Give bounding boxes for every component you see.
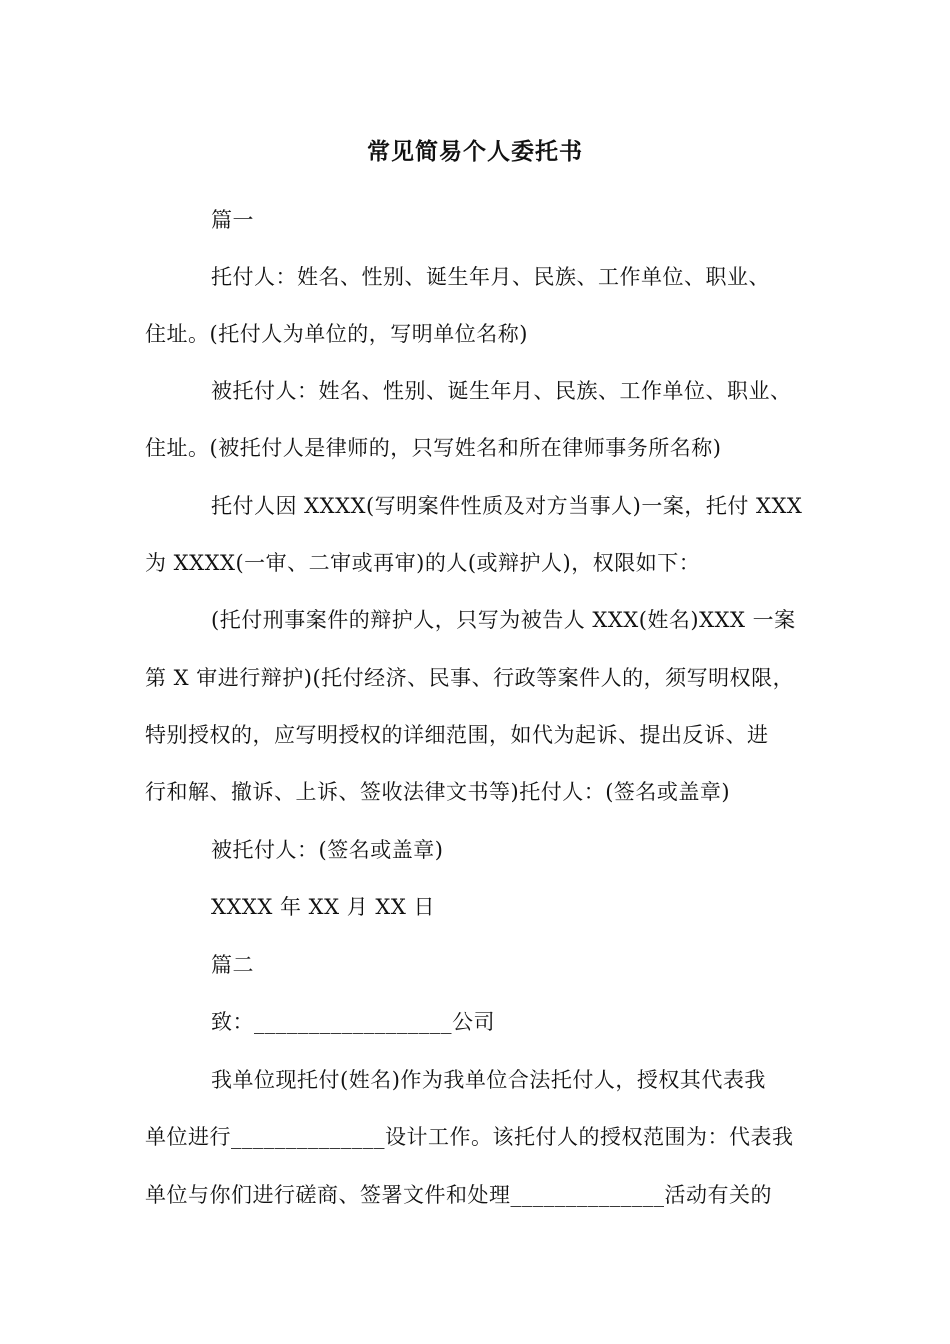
document-title: 常见简易个人委托书 <box>367 138 583 165</box>
paragraph-line: 第 X 审进行辩护)(托付经济、民事、行政等案件人的，须写明权限， <box>145 666 795 690</box>
paragraph-line: (托付刑事案件的辩护人，只写为被告人 XXX(姓名)XXX 一案 <box>211 608 796 632</box>
paragraph-line: 住址。(托付人为单位的，写明单位名称) <box>145 322 528 346</box>
date-line: XXXX 年 XX 月 XX 日 <box>211 895 435 919</box>
paragraph-line: 托付人：姓名、性别、诞生年月、民族、工作单位、职业、 <box>211 265 770 289</box>
paragraph-line: 行和解、撤诉、上诉、签收法律文书等)托付人：(签名或盖章) <box>145 780 731 804</box>
paragraph-line: 托付人因 XXXX(写明案件性质及对方当事人)一案，托付 XXX <box>211 494 803 518</box>
section-heading-2: 篇二 <box>211 953 254 977</box>
paragraph-line: 单位与你们进行磋商、签署文件和处理______________活动有关的 <box>145 1183 772 1207</box>
paragraph-line: 被托付人：姓名、性别、诞生年月、民族、工作单位、职业、 <box>211 379 792 403</box>
paragraph-line: 住址。(被托付人是律师的，只写姓名和所在律师事务所名称) <box>145 436 722 460</box>
paragraph-line: 为 XXXX(一审、二审或再审)的人(或辩护人)，权限如下： <box>145 551 701 575</box>
paragraph-line: 我单位现托付(姓名)作为我单位合法托付人，授权其代表我 <box>211 1068 766 1092</box>
paragraph-line: 特别授权的，应写明授权的详细范围，如代为起诉、提出反诉、进 <box>145 723 769 747</box>
addressee-line: 致：__________________公司 <box>211 1010 495 1034</box>
signature-line: 被托付人：(签名或盖章) <box>211 838 444 862</box>
paragraph-line: 单位进行______________设计工作。该托付人的授权范围为：代表我 <box>145 1125 794 1149</box>
section-heading-1: 篇一 <box>211 208 254 232</box>
